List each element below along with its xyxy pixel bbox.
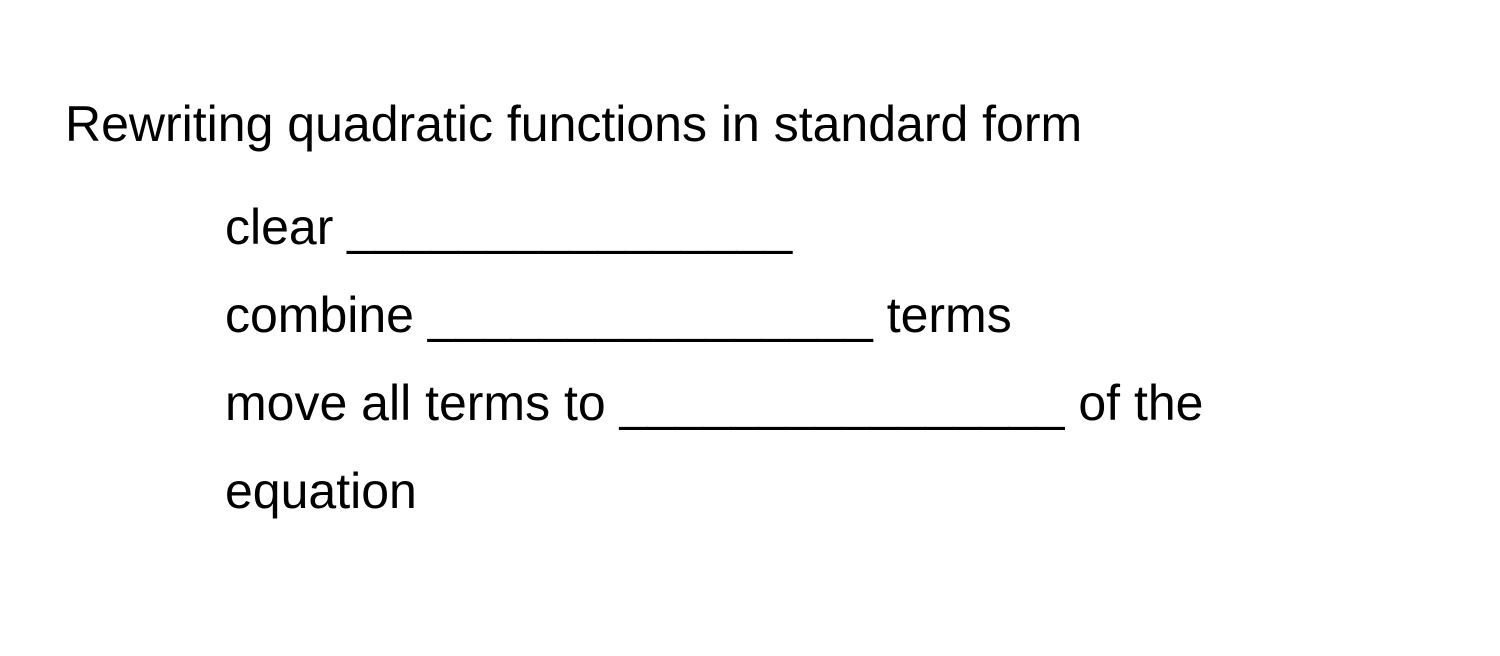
step-move-continued	[225, 447, 1425, 535]
step-text: combine	[225, 287, 428, 343]
fill-in-blank: ________________	[619, 375, 1065, 431]
step-text-after: of the	[1064, 375, 1204, 431]
fill-in-blank: ________________	[347, 199, 793, 255]
step-clear	[225, 183, 1425, 271]
step-combine	[225, 271, 1425, 359]
step-text: clear	[225, 199, 348, 255]
step-text-after: terms	[872, 287, 1012, 343]
step-move	[225, 359, 1425, 447]
steps-list	[225, 183, 1425, 535]
worksheet-title: Rewriting quadratic functions in standard form	[65, 96, 1083, 152]
step-text: move all terms to	[225, 375, 620, 431]
step-text: equation	[225, 463, 417, 519]
fill-in-blank: ________________	[427, 287, 873, 343]
